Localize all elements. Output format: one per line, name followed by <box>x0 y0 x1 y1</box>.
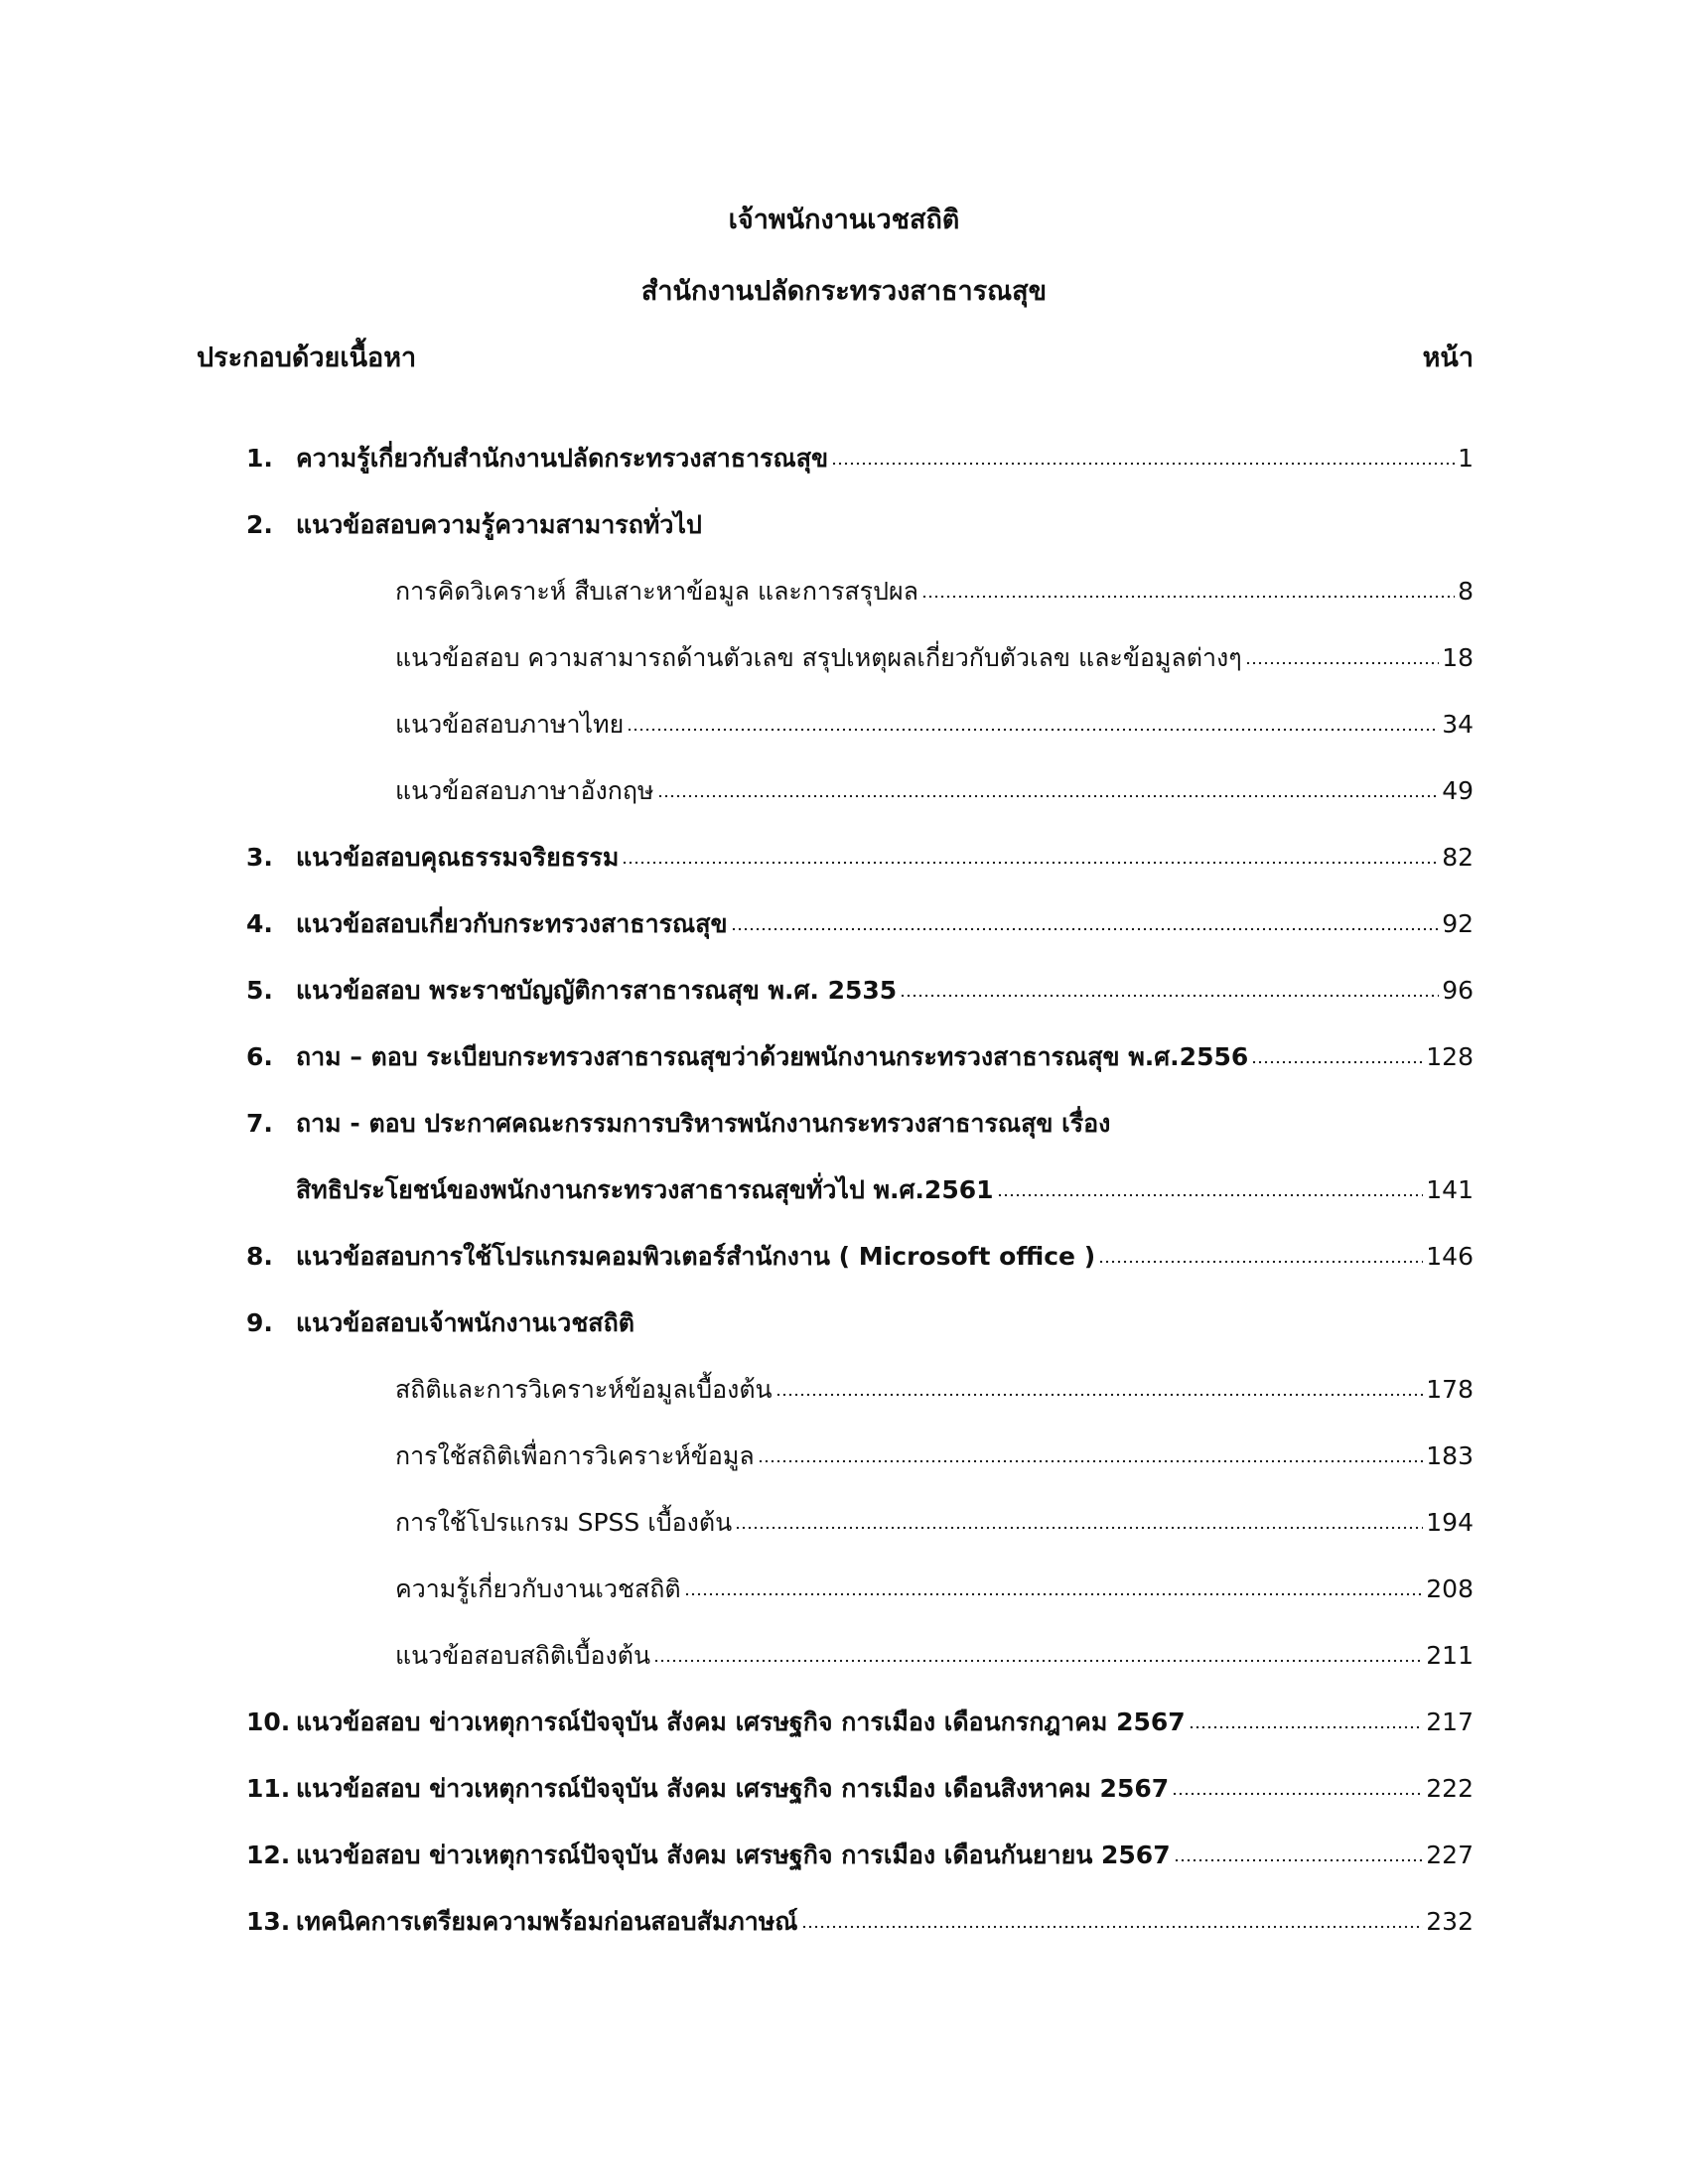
toc-entry-7-continued <box>296 1170 1474 1210</box>
toc-entry-12 <box>246 1836 1474 1875</box>
toc-entry-page: 222 <box>1426 1774 1474 1803</box>
toc-entry-text: แนวข้อสอบเจ้าพนักงานเวชสถิติ <box>296 1308 634 1337</box>
dot-leader <box>627 724 1439 736</box>
toc-entry-6 <box>246 1037 1474 1077</box>
toc-entry-text: แนวข้อสอบ ข่าวเหตุการณ์ปัจจุบัน สังคม เศรษฐกิจ การเมือง เดือนสิงหาคม 2567 <box>296 1774 1170 1803</box>
toc-entry-text: เทคนิคการเตรียมความพร้อมก่อนสอบสัมภาษณ์ <box>296 1907 798 1936</box>
dot-leader <box>921 591 1455 603</box>
toc-entry-page: 194 <box>1426 1508 1474 1537</box>
toc-entry-text: สถิติและการวิเคราะห์ข้อมูลเบื้องต้น <box>395 1375 773 1404</box>
toc-entry-3 <box>246 838 1474 878</box>
toc-entry-text: แนวข้อสอบสถิติเบื้องต้น <box>395 1641 651 1670</box>
toc-entry-number: 10. <box>246 1707 291 1736</box>
toc-entry-text: แนวข้อสอบความรู้ความสามารถทั่วไป <box>296 510 702 539</box>
toc-entry-10 <box>246 1703 1474 1742</box>
toc-entry-page: 34 <box>1442 710 1474 739</box>
toc-entry-number: 8. <box>246 1242 273 1271</box>
toc-entry-text: แนวข้อสอบ ข่าวเหตุการณ์ปัจจุบัน สังคม เศรษฐกิจ การเมือง เดือนกรกฎาคม 2567 <box>296 1707 1186 1736</box>
toc-entry-page: 82 <box>1442 843 1474 872</box>
toc-entry-page: 128 <box>1426 1042 1474 1071</box>
toc-entry-page: 1 <box>1458 444 1474 473</box>
toc-entry-text: แนวข้อสอบภาษาอังกฤษ <box>395 776 654 805</box>
toc-entry-text: ความรู้เกี่ยวกับสำนักงานปลัดกระทรวงสาธารณสุข <box>296 444 829 473</box>
dot-leader <box>801 1921 1424 1933</box>
toc-entry-number: 4. <box>246 909 273 938</box>
page-label: หน้า <box>1422 342 1474 373</box>
toc-subentry-2c <box>395 705 1474 745</box>
dot-leader <box>653 1655 1423 1667</box>
dot-leader <box>831 458 1455 470</box>
toc-subentry-2a <box>395 572 1474 612</box>
toc-entry-number: 2. <box>246 510 273 539</box>
toc-entry-text: สิทธิประโยชน์ของพนักงานกระทรวงสาธารณสุขทั่วไป พ.ศ.2561 <box>296 1175 994 1204</box>
dot-leader <box>758 1455 1424 1467</box>
toc-entry-number: 5. <box>246 976 273 1005</box>
toc-entry-number: 12. <box>246 1841 291 1869</box>
toc-entry-page: 18 <box>1442 643 1474 672</box>
document-title: เจ้าพนักงานเวชสถิติ <box>728 205 960 235</box>
toc-entry-text: แนวข้อสอบ พระราชบัญญัติการสาธารณสุข พ.ศ. 2535 <box>296 976 898 1005</box>
toc-entry-text: แนวข้อสอบภาษาไทย <box>395 710 625 739</box>
contents-label: ประกอบด้วยเนื้อหา <box>197 342 417 373</box>
dot-leader <box>622 857 1439 869</box>
dot-leader <box>775 1389 1424 1401</box>
toc-entry-text: ถาม – ตอบ ระเบียบกระทรวงสาธารณสุขว่าด้วยพนักงานกระทรวงสาธารณสุข พ.ศ.2556 <box>296 1042 1249 1071</box>
toc-entry-page: 141 <box>1426 1175 1474 1204</box>
toc-entry-number: 9. <box>246 1308 273 1337</box>
toc-entry-text: แนวข้อสอบคุณธรรมจริยธรรม <box>296 843 620 872</box>
toc-entry-11 <box>246 1769 1474 1809</box>
dot-leader <box>1098 1256 1423 1268</box>
dot-leader <box>900 990 1439 1002</box>
toc-entry-number: 1. <box>246 444 273 473</box>
toc-entry-page: 208 <box>1426 1574 1474 1603</box>
dot-leader <box>1251 1056 1423 1068</box>
toc-entry-text: แนวข้อสอบ ความสามารถด้านตัวเลข สรุปเหตุผลเกี่ยวกับตัวเลข และข้อมูลต่างๆ <box>395 643 1242 672</box>
toc-entry-7 <box>246 1104 1474 1144</box>
toc-entry-page: 146 <box>1426 1242 1474 1271</box>
toc-entry-text: ความรู้เกี่ยวกับงานเวชสถิติ <box>395 1574 681 1603</box>
toc-entry-number: 3. <box>246 843 273 872</box>
dot-leader <box>1189 1721 1424 1733</box>
toc-entry-number: 6. <box>246 1042 273 1071</box>
toc-entry-8 <box>246 1237 1474 1277</box>
toc-entry-9 <box>246 1303 1474 1343</box>
toc-entry-number: 13. <box>246 1907 291 1936</box>
toc-subentry-9d <box>395 1570 1474 1609</box>
toc-entry-text: แนวข้อสอบการใช้โปรแกรมคอมพิวเตอร์สำนักงาน ( Microsoft office ) <box>296 1242 1096 1271</box>
toc-entry-text: การใช้โปรแกรม SPSS เบื้องต้น <box>395 1508 733 1537</box>
dot-leader <box>997 1189 1424 1201</box>
toc-entry-page: 232 <box>1426 1907 1474 1936</box>
toc-entry-number: 11. <box>246 1774 291 1803</box>
toc-entry-number: 7. <box>246 1109 273 1138</box>
toc-entry-page: 8 <box>1458 577 1474 606</box>
toc-entry-text: การใช้สถิติเพื่อการวิเคราะห์ข้อมูล <box>395 1441 755 1470</box>
toc-subentry-2d <box>395 771 1474 811</box>
toc-entry-2 <box>246 505 1474 545</box>
toc-entry-page: 211 <box>1426 1641 1474 1670</box>
dot-leader <box>1172 1788 1423 1800</box>
toc-entry-page: 217 <box>1426 1707 1474 1736</box>
dot-leader <box>1174 1854 1424 1866</box>
toc-entry-page: 96 <box>1442 976 1474 1005</box>
dot-leader <box>684 1588 1424 1600</box>
toc-subentry-9c <box>395 1503 1474 1543</box>
toc-entry-1 <box>246 439 1474 478</box>
dot-leader <box>735 1522 1423 1534</box>
toc-entry-text: ถาม - ตอบ ประกาศคณะกรรมการบริหารพนักงานกระทรวงสาธารณสุข เรื่อง <box>296 1109 1111 1138</box>
toc-entry-page: 49 <box>1442 776 1474 805</box>
toc-entry-5 <box>246 971 1474 1011</box>
toc-subentry-2b <box>395 638 1474 678</box>
toc-entry-page: 178 <box>1426 1375 1474 1404</box>
toc-subentry-9a <box>395 1370 1474 1410</box>
toc-entry-page: 183 <box>1426 1441 1474 1470</box>
dot-leader <box>731 923 1440 935</box>
toc-entry-page: 227 <box>1426 1841 1474 1869</box>
toc-entry-text: การคิดวิเคราะห์ สืบเสาะหาข้อมูล และการสรุปผล <box>395 577 918 606</box>
toc-entry-4 <box>246 904 1474 944</box>
toc-entry-text: แนวข้อสอบ ข่าวเหตุการณ์ปัจจุบัน สังคม เศรษฐกิจ การเมือง เดือนกันยายน 2567 <box>296 1841 1171 1869</box>
toc-entry-page: 92 <box>1442 909 1474 938</box>
dot-leader <box>657 790 1440 802</box>
dot-leader <box>1245 657 1440 669</box>
toc-entry-13 <box>246 1902 1474 1942</box>
toc-subentry-9e <box>395 1636 1474 1676</box>
toc-subentry-9b <box>395 1436 1474 1476</box>
toc-entry-text: แนวข้อสอบเกี่ยวกับกระทรวงสาธารณสุข <box>296 909 728 938</box>
document-subtitle: สำนักงานปลัดกระทรวงสาธารณสุข <box>640 276 1048 307</box>
